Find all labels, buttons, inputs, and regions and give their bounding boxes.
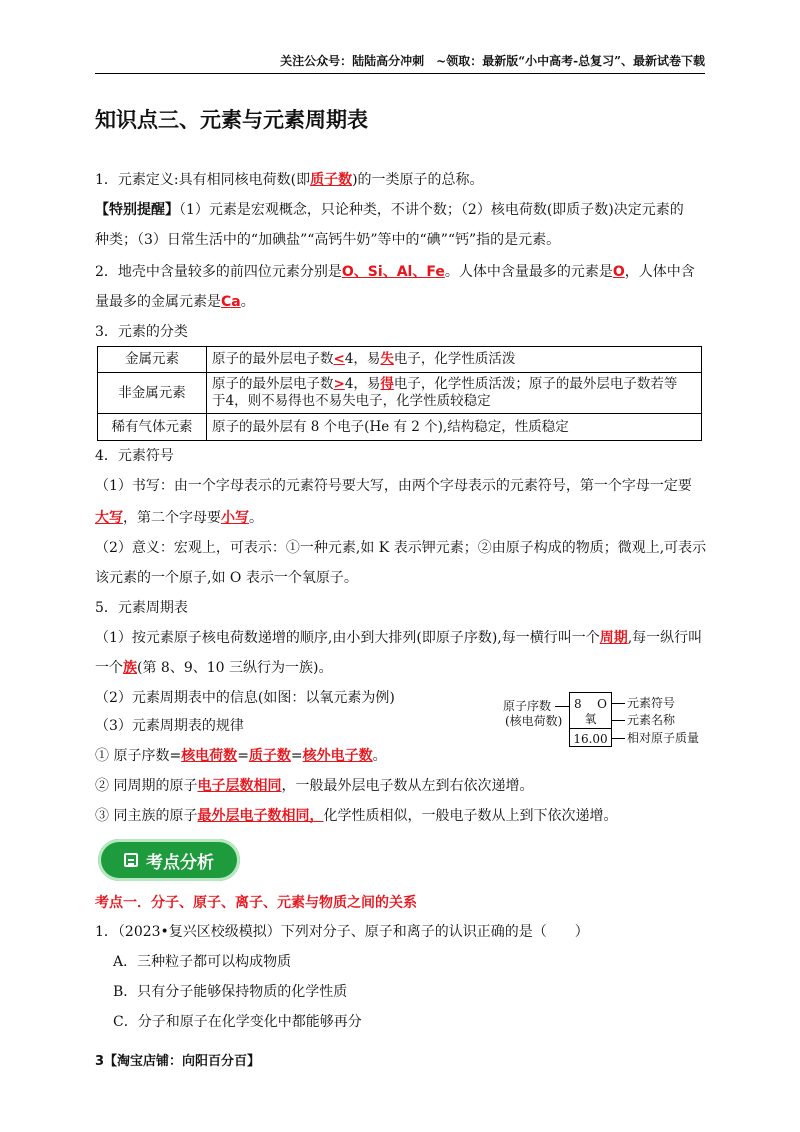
definition-line: 1．元素定义:具有相同核电荷数(即质子数)的一类原子的总称。 [95, 172, 484, 188]
cell-number: 8 [574, 697, 582, 711]
answer-text: O [612, 264, 625, 280]
table-row [98, 347, 702, 373]
table-cell-name: 稀有气体元素 [98, 414, 207, 441]
group-line: 一个族(第 8、9、10 三纵行为一族)。 [95, 660, 333, 676]
rules-heading: （3）元素周期表的规律 [95, 718, 244, 734]
diagram-label-nuclear-charge: (核电荷数) [505, 714, 563, 728]
periodic-table-heading: 5．元素周期表 [95, 600, 188, 616]
meaning-line: （2）意义：宏观上，可表示：①一种元素,如 K 表示钾元素；②由原子构成的物质；微观上,可表示 [95, 540, 707, 556]
analysis-badge: 考点分析 [98, 839, 240, 881]
metal-element-line: 量最多的金属元素是Ca。 [95, 294, 255, 310]
document-icon [124, 853, 138, 867]
answer-text: O、Si、Al、Fe [341, 264, 445, 280]
answer-text: 族 [123, 660, 137, 676]
element-cell [569, 692, 612, 747]
tip-line: 【特别提醒】（1）元素是宏观概念，只论种类，不讲个数；（2）核电荷数(即质子数)决定元素的 [95, 202, 684, 218]
diagram-label-name: 元素名称 [627, 713, 676, 727]
cell-symbol: O [597, 697, 607, 711]
writing-rule-line-2: 大写，第二个字母要小写。 [95, 510, 263, 526]
table-cell-desc: 原子的最外层电子数>4，易得电子，化学性质活泼；原子的最外层电子数若等 于4，则不易得也不易失电子，化学性质较稳定 [207, 373, 702, 414]
rule-2-line: ② 同周期的原子电子层数相同，一般最外层电子数从左到右依次递增。 [95, 778, 534, 794]
option-c: C．分子和原子在化学变化中都能够再分 [113, 1014, 362, 1030]
answer-text: 最外层电子数相同， [197, 808, 324, 824]
rule-1-line: ① 原子序数=核电荷数=质子数=核外电子数。 [95, 748, 387, 764]
answer-text: 周期 [599, 630, 628, 646]
answer-text: 电子层数相同 [197, 778, 282, 794]
oxygen-cell-diagram [503, 692, 703, 750]
cell-mass: 16.00 [573, 732, 608, 746]
tip-line-2: 种类；（3）日常生活中的“加碘盐”“高钙牛奶”等中的“碘”“钙”指的是元素。 [95, 232, 561, 248]
leader-line [612, 738, 625, 739]
period-line: （1）按元素原子核电荷数递增的顺序,由小到大排列(即原子序数),每一横行叫一个周期,每一纵行叫 [95, 630, 703, 646]
leader-line [612, 720, 625, 721]
table-cell-desc: 原子的最外层电子数<4，易失电子，化学性质活泼 [207, 347, 702, 373]
section-title: 知识点三、元素与元素周期表 [95, 108, 368, 132]
page-header: 关注公众号：陆陆高分冲刺 ~领取：最新版“小中高考-总复习”、最新试卷下载 [95, 54, 705, 74]
answer-text: 核电荷数 [181, 748, 238, 764]
answer-text: Ca [221, 294, 241, 310]
option-b: B．只有分子能够保持物质的化学性质 [113, 984, 348, 1000]
info-line: （2）元素周期表中的信息(如图：以氧元素为例) [95, 690, 395, 706]
option-a: A．三种粒子都可以构成物质 [113, 954, 292, 970]
meaning-line-2: 该元素的一个原子,如 O 表示一个氧原子。 [95, 570, 358, 586]
question-stem: 1．（2023•复兴区校级模拟）下列对分子、原子和离子的认识正确的是（ ） [95, 924, 589, 940]
key-point-heading: 考点一．分子、原子、离子、元素与物质之间的关系 [95, 895, 417, 911]
cell-name: 氧 [584, 712, 597, 726]
symbol-heading: 4．元素符号 [95, 448, 174, 464]
answer-text: 小写 [221, 510, 249, 526]
table-cell-desc: 原子的最外层有 8 个电子(He 有 2 个),结构稳定，性质稳定 [207, 414, 702, 441]
answer-text: 大写 [95, 510, 123, 526]
answer-text: 质子数 [248, 748, 291, 764]
diagram-label-mass: 相对原子质量 [627, 731, 700, 745]
classification-heading: 3．元素的分类 [95, 324, 188, 340]
table-row [98, 414, 702, 441]
earth-elements-line: 2．地壳中含量较多的前四位元素分别是O、Si、Al、Fe。人体中含量最多的元素是O，人体中含 [95, 264, 695, 280]
rule-3-line: ③ 同主族的原子最外层电子数相同，化学性质相似，一般电子数从上到下依次递增。 [95, 808, 618, 824]
leader-line [555, 706, 569, 707]
classification-table [97, 346, 702, 441]
diagram-label-atomic-number: 原子序数 [503, 699, 552, 713]
table-cell-name: 金属元素 [98, 347, 207, 373]
leader-line [612, 703, 625, 704]
page-footer: 3【淘宝店铺：向阳百分百】 [95, 1054, 261, 1069]
table-cell-name: 非金属元素 [98, 373, 207, 414]
diagram-label-symbol: 元素符号 [627, 696, 676, 710]
answer-text: 质子数 [310, 172, 353, 188]
answer-text: 核外电子数 [302, 748, 373, 764]
table-row [98, 373, 702, 414]
writing-rule-line: （1）书写：由一个字母表示的元素符号要大写，由两个字母表示的元素符号，第一个字母一定要 [95, 478, 692, 494]
